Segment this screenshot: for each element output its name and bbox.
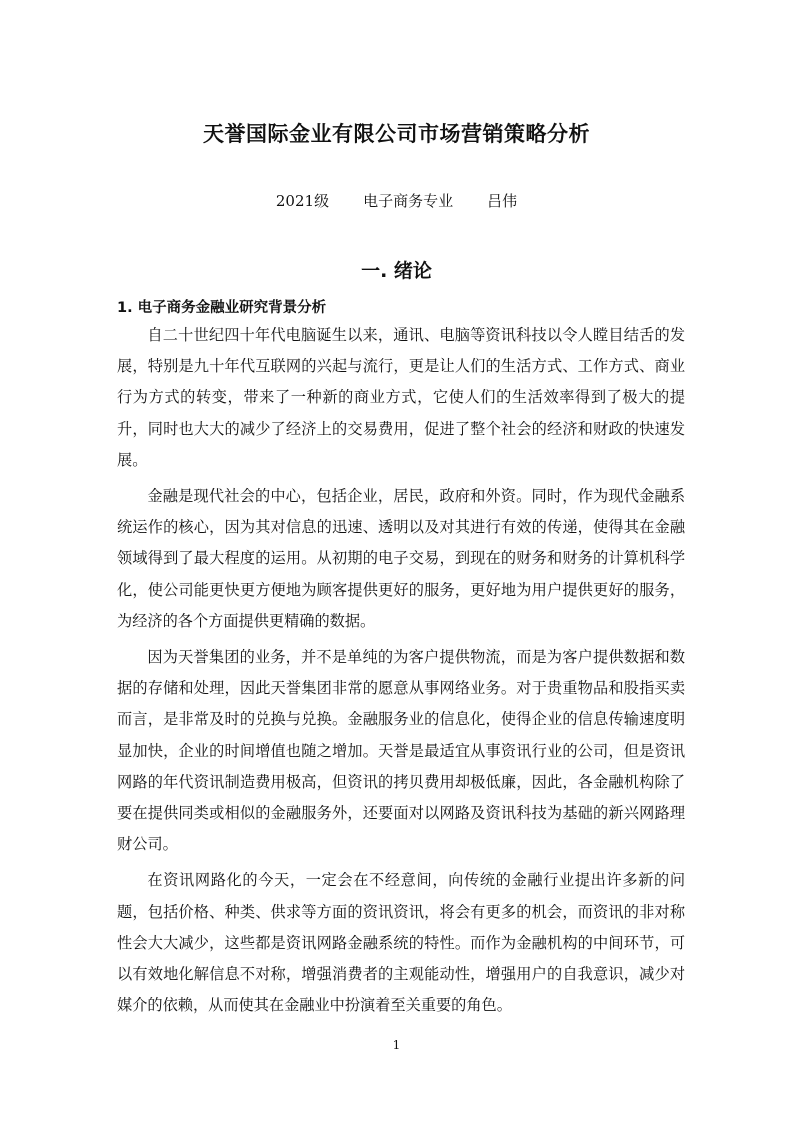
author-byline: [0, 190, 793, 211]
page-number: 1: [392, 1038, 401, 1052]
section-heading: 一. 绪论: [361, 260, 432, 282]
paragraph: 在资讯网路化的今天，一定会在不经意间，向传统的金融行业提出许多新的问题，包括价格、种类、供求等方面的资讯资讯，将会有更多的机会，而资讯的非对称性会大大减少，这些都是资讯网路金融系统的特性。而作为金融机构的中间环节，可以有效地化解信息不对称，增强消费者的主观能动性，增强用户的自我意识，减少对媒介的依赖，从而使其在金融业中扮演着至关重要的角色。: [117, 871, 685, 1015]
byline-year: 2021级: [275, 192, 330, 210]
paragraph: 金融是现代社会的中心，包括企业，居民，政府和外资。同时，作为现代金融系统运作的核心，因为其对信息的迅速、透明以及对其进行有效的传递，使得其在金融领域得到了最大程度的运用。从初期的电子交易，到现在的财务和财务的计算机科学化，使公司能更快更方便地为顾客提供更好的服务，更好地为用户提供更好的服务，为经济的各个方面提供更精确的数据。: [117, 487, 685, 630]
document-title: 天誉国际金业有限公司市场营销策略分析: [203, 122, 590, 146]
subsection-heading: 1. 电子商务金融业研究背景分析: [117, 300, 327, 316]
byline-author: 吕伟: [487, 192, 518, 210]
byline-major: 电子商务专业: [363, 192, 454, 210]
paragraph: 因为天誉集团的业务，并不是单纯的为客户提供物流，而是为客户提供数据和数据的存储和处理，因此天誉集团非常的愿意从事网络业务。对于贵重物品和股指买卖而言，是非常及时的兑换与兑换。金融服务业的信息化，使得企业的信息传输速度明显加快，企业的时间增值也随之增加。天誉是最适宜从事资讯行业的公司，但是资讯网路的年代资讯制造费用极高，但资讯的拷贝费用却极低廉，因此，各金融机构除了要在提供同类或相似的金融服务外，还要面对以网路及资讯科技为基础的新兴网路理财公司。: [117, 648, 685, 854]
body-text: [117, 320, 685, 1026]
paragraph: 自二十世纪四十年代电脑诞生以来，通讯、电脑等资讯科技以令人瞠目结舌的发展，特别是九十年代互联网的兴起与流行，更是让人们的生活方式、工作方式、商业行为方式的转变，带来了一种新的商业方式，它使人们的生活效率得到了极大的提升，同时也大大的减少了经济上的交易费用，促进了整个社会的经济和财政的快速发展。: [117, 326, 685, 469]
